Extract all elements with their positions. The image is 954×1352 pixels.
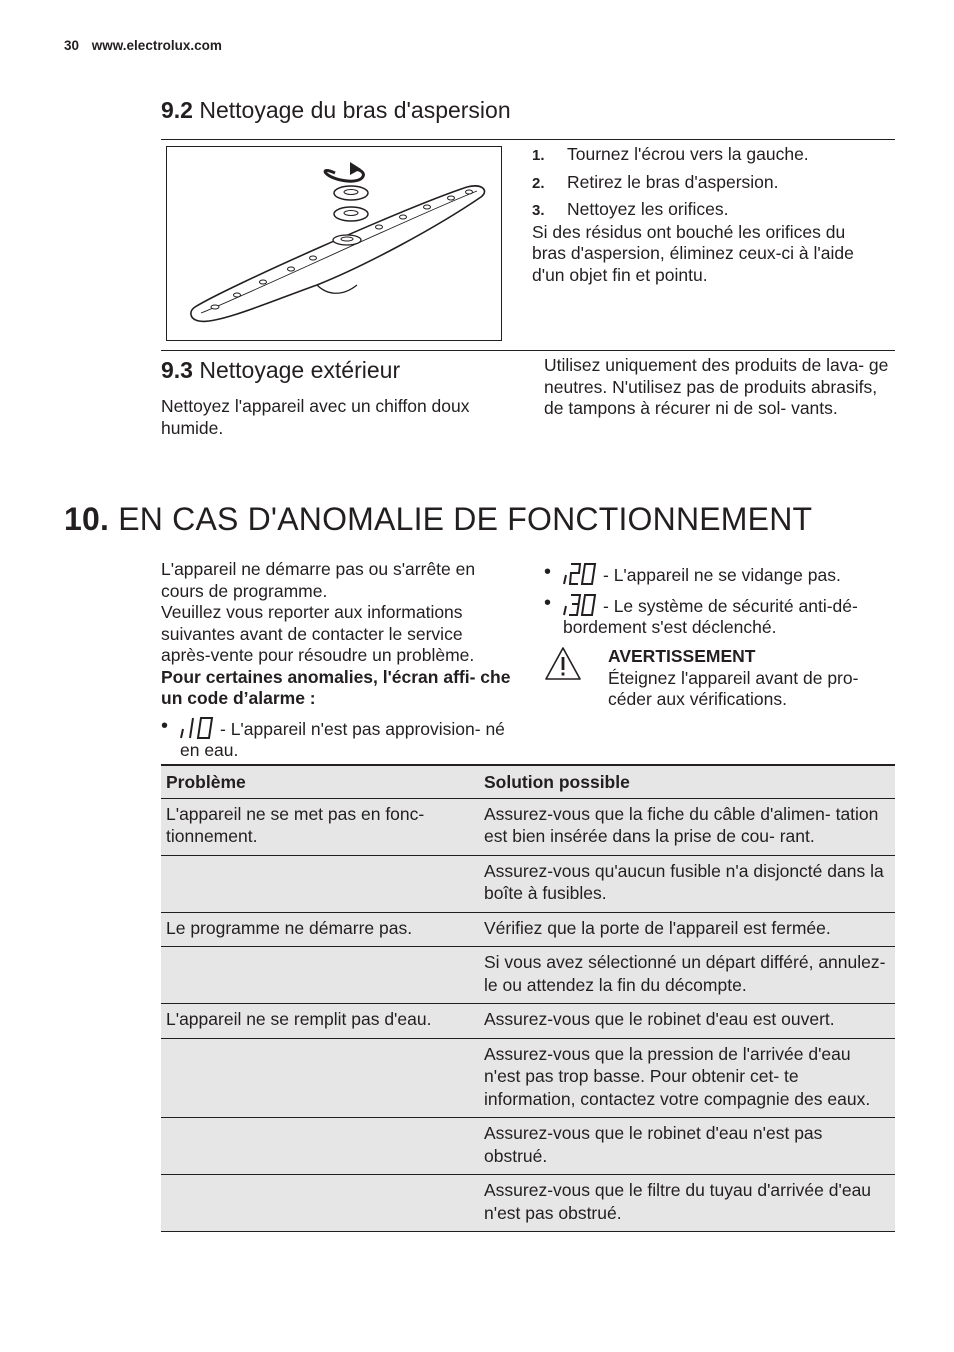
problem-cell xyxy=(161,947,474,1004)
cleaning-instructions xyxy=(532,144,894,286)
intro-paragraph: Veuillez vous reporter aux informations suivantes avant de contacter le service après-vente pour résoudre un problème. xyxy=(161,602,475,665)
list-item: • - Le système de sécurité anti-dé- bordement s'est déclenché. xyxy=(544,591,858,637)
warning-text: Éteignez l'appareil avant de pro- céder aux vérifications. xyxy=(608,667,859,709)
alarm-code-i20-icon xyxy=(563,562,597,586)
section-number: 9.2 xyxy=(161,97,193,123)
table-row xyxy=(161,1175,895,1232)
problem-cell xyxy=(161,1038,474,1118)
warning-title: AVERTISSEMENT xyxy=(608,646,756,666)
table-row xyxy=(161,947,895,1004)
page-number: 30 xyxy=(64,38,80,53)
alarm-code-intro: Pour certaines anomalies, l'écran affi- che un code d’alarme : xyxy=(161,666,511,708)
section-10-heading xyxy=(64,501,812,538)
table-row xyxy=(161,1004,895,1039)
alarm-code-text: - L'appareil ne se vidange pas. xyxy=(603,565,841,585)
section-9-3-heading xyxy=(161,357,400,384)
troubleshooting-table xyxy=(161,764,895,1232)
cleaning-note: Si des résidus ont bouché les orifices du bras d'aspersion, éliminez ceux-ci à l'aide d'un objet fin et pointu. xyxy=(532,221,854,285)
problem-cell: L'appareil ne se met pas en fonc- tionnement. xyxy=(161,798,474,855)
troubleshooting-intro xyxy=(161,559,513,762)
section-number: 9.3 xyxy=(161,357,193,383)
solution-cell: Assurez-vous que le robinet d'eau n'est pas obstrué. xyxy=(474,1118,895,1175)
alarm-code-text: - L'appareil n'est pas approvision- né en eau. xyxy=(180,718,505,760)
list-item: 3. Nettoyez les orifices. xyxy=(532,199,729,219)
detergent-note: Utilisez uniquement des produits de lava- ge neutres. N'utilisez pas de produits abrasifs, de tampons à récurer ni de sol- vants. xyxy=(544,355,889,418)
warning-box xyxy=(608,646,894,711)
solution-cell: Assurez-vous que la fiche du câble d'alimen- tation est bien insérée dans la prise de cou- rant. xyxy=(474,798,895,855)
list-item: 1. Tournez l'écrou vers la gauche. xyxy=(532,144,809,164)
solution-cell: Assurez-vous qu'aucun fusible n'a disjoncté dans la boîte à fusibles. xyxy=(474,855,895,912)
solution-cell: Assurez-vous que le filtre du tuyau d'arrivée d'eau n'est pas obstrué. xyxy=(474,1175,895,1232)
spray-arm-illustration xyxy=(166,146,502,341)
table-row xyxy=(161,798,895,855)
intro-paragraph: L'appareil ne démarre pas ou s'arrête en cours de programme. xyxy=(161,559,476,601)
list-item: 2. Retirez le bras d'aspersion. xyxy=(532,171,779,192)
table-header-row xyxy=(161,765,895,798)
problem-cell: Le programme ne démarre pas. xyxy=(161,912,474,947)
table-row xyxy=(161,1118,895,1175)
table-row xyxy=(161,1038,895,1118)
table-row xyxy=(161,912,895,947)
alarm-code-i30-icon xyxy=(563,593,597,617)
chapter-number: 10. xyxy=(64,501,110,537)
solution-cell: Si vous avez sélectionné un départ différé, annulez-le ou attendez la fin du décompte. xyxy=(474,947,895,1004)
divider xyxy=(161,350,895,351)
solution-cell: Assurez-vous que la pression de l'arrivée d'eau n'est pas trop basse. Pour obtenir cet- te information, contactez votre compagnie des eaux. xyxy=(474,1038,895,1118)
list-item: • - L'appareil ne se vidange pas. xyxy=(544,561,841,585)
page-header xyxy=(64,38,222,53)
divider xyxy=(161,139,895,140)
alarm-codes-right xyxy=(544,562,894,639)
website-link[interactable]: www.electrolux.com xyxy=(91,38,222,53)
solution-cell: Vérifiez que la porte de l'appareil est fermée. xyxy=(474,912,895,947)
chapter-title: EN CAS D'ANOMALIE DE FONCTIONNEMENT xyxy=(118,501,813,537)
problem-cell xyxy=(161,855,474,912)
list-item: • - L'appareil n'est pas approvision- né en eau. xyxy=(161,714,505,760)
solution-cell: Assurez-vous que le robinet d'eau est ouvert. xyxy=(474,1004,895,1039)
alarm-code-text: - Le système de sécurité anti-dé- bordement s'est déclenché. xyxy=(563,595,858,637)
problem-cell: L'appareil ne se remplit pas d'eau. xyxy=(161,1004,474,1039)
problem-cell xyxy=(161,1175,474,1232)
spray-arm-drawing xyxy=(167,147,501,340)
section-title: Nettoyage du bras d'aspersion xyxy=(199,97,511,123)
exterior-cleaning-text: Nettoyez l'appareil avec un chiffon doux humide. xyxy=(161,396,470,438)
warning-triangle-icon xyxy=(544,646,582,687)
section-title: Nettoyage extérieur xyxy=(199,357,401,383)
alarm-code-i10-icon xyxy=(180,716,214,740)
column-header-problem: Problème xyxy=(161,765,474,798)
section-9-2-heading xyxy=(161,97,511,124)
problem-cell xyxy=(161,1118,474,1175)
column-header-solution: Solution possible xyxy=(474,765,895,798)
table-row xyxy=(161,855,895,912)
